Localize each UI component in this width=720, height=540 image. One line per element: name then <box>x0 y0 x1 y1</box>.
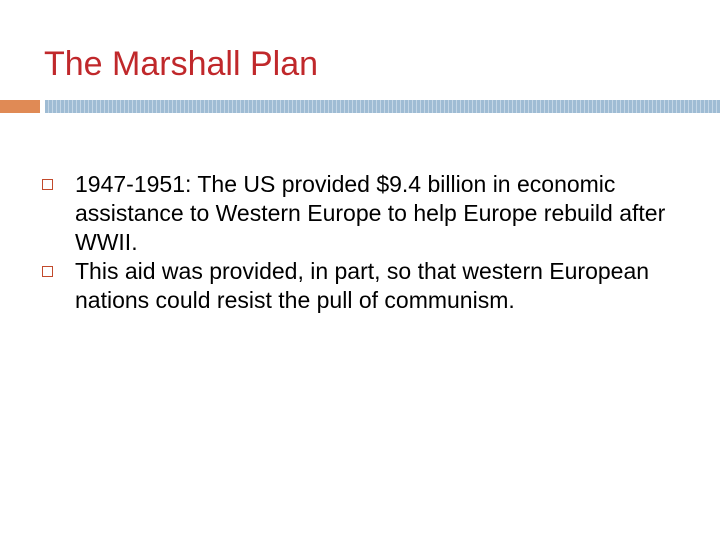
bullet-list <box>42 170 672 315</box>
accent-bar-orange <box>0 100 40 113</box>
bullet-item <box>42 257 672 315</box>
slide-title: The Marshall Plan <box>44 45 319 83</box>
accent-bar-blue <box>45 100 720 113</box>
hollow-square-bullet-icon <box>42 266 53 277</box>
bullet-text: This aid was provided, in part, so that western European nations could resist the pull of communism. <box>75 258 650 313</box>
bullet-item <box>42 170 672 257</box>
bullet-text: 1947-1951: The US provided $9.4 billion in economic assistance to Western Europe to help Europe rebuild after WWII. <box>75 171 666 255</box>
hollow-square-bullet-icon <box>42 179 53 190</box>
